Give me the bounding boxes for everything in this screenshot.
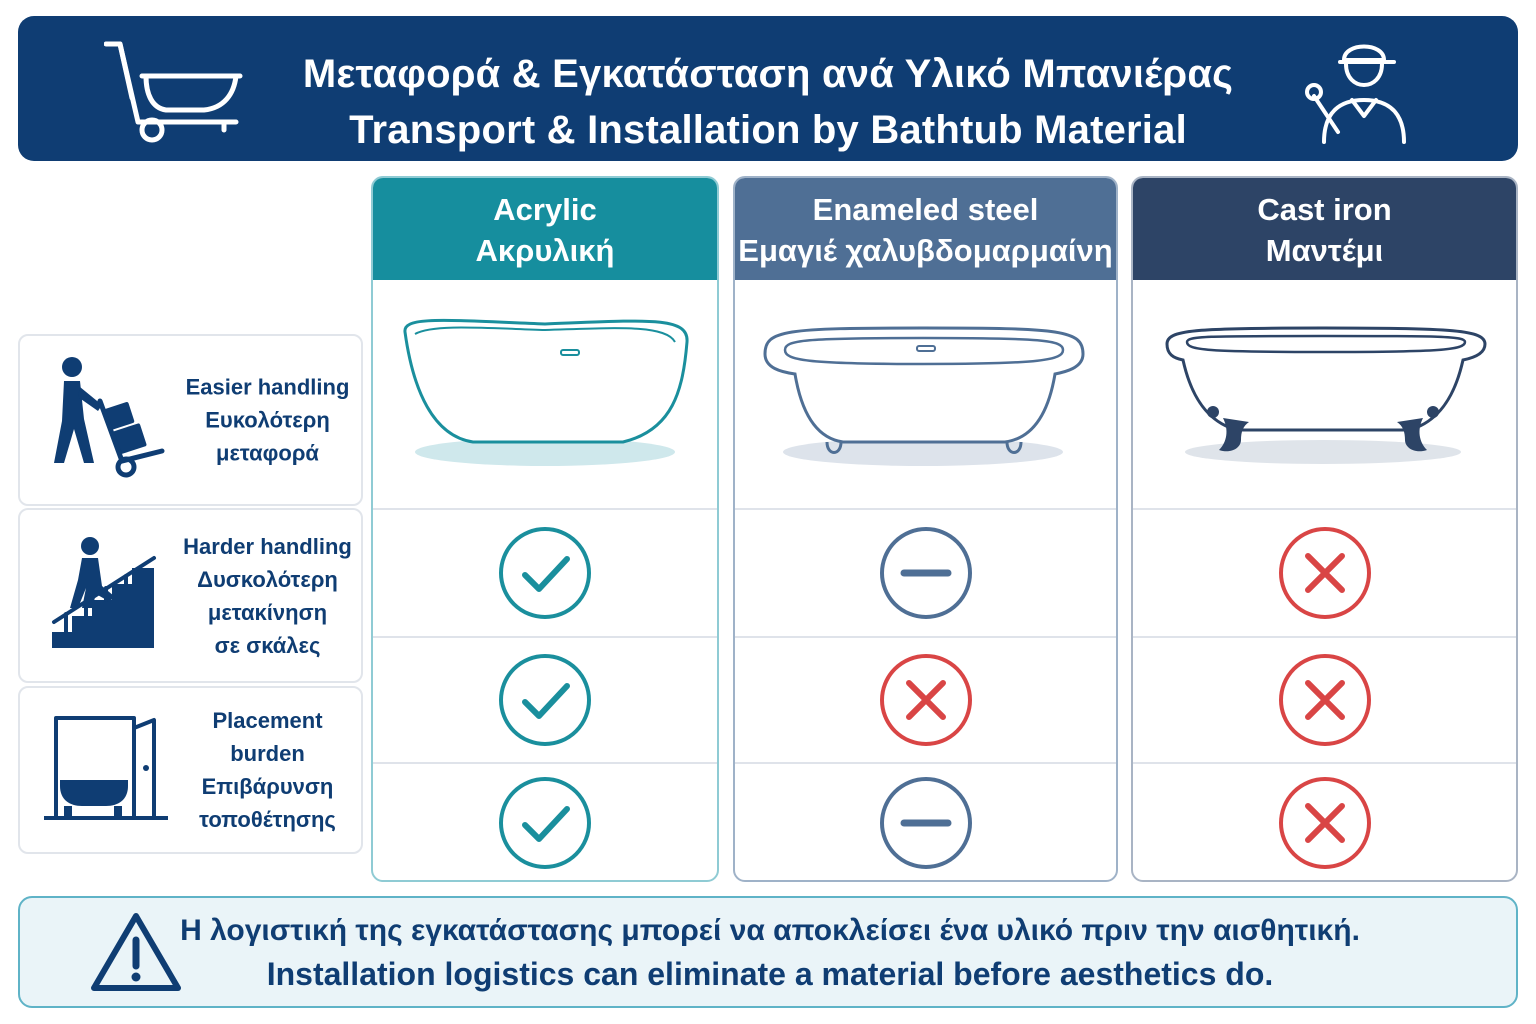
criterion-label-el: Δυσκολότερη: [197, 566, 338, 592]
rating-cell: [1133, 510, 1516, 636]
footer-text-english: Installation logistics can eliminate a material before aesthetics do.: [266, 956, 1274, 992]
footer-callout: [18, 896, 1518, 1008]
plumber-worker-icon: [1304, 34, 1424, 146]
person-pushing-hand-truck-icon: [42, 355, 172, 485]
criterion-label-en: Easier handling: [185, 374, 350, 400]
criterion-label-en: Harder handling: [183, 533, 352, 559]
check-icon: [497, 525, 593, 621]
rating-cell: [735, 764, 1116, 882]
criterion-label-el: μετακίνηση: [207, 599, 328, 625]
rating-cell: [373, 764, 717, 882]
criterion-easier-handling: [18, 334, 363, 506]
criterion-label-el: Επιβάρυνση: [201, 774, 334, 799]
column-acrylic: [371, 176, 719, 882]
column-header-enameled-steel: [735, 178, 1116, 280]
rating-cell: [735, 638, 1116, 762]
check-icon: [497, 775, 593, 871]
rating-cell: [1133, 764, 1516, 882]
cross-icon: [1277, 652, 1373, 748]
material-name-en: Acrylic: [493, 192, 597, 227]
material-name-en: Enameled steel: [812, 192, 1039, 227]
material-name-el: Εμαγιέ χαλυβδομαρμαίνη: [738, 233, 1113, 268]
freestanding-acrylic-tub-icon: [373, 280, 717, 508]
cross-icon: [1277, 525, 1373, 621]
material-name-el: Ακρυλική: [475, 233, 615, 268]
clawfoot-cast-iron-tub-icon: [1133, 280, 1516, 508]
rating-cell: [1133, 638, 1516, 762]
enameled-steel-tub-icon: [735, 280, 1116, 508]
criterion-label-el: σε σκάλες: [214, 632, 321, 658]
criterion-placement-burden: [18, 686, 363, 854]
material-name-el: Μαντέμι: [1265, 233, 1384, 268]
person-climbing-stairs-icon: [42, 536, 172, 656]
material-name-en: Cast iron: [1257, 192, 1392, 227]
column-header-cast-iron: [1133, 178, 1516, 280]
rating-cell: [373, 510, 717, 636]
rating-cell: [373, 638, 717, 762]
cross-icon: [878, 652, 974, 748]
warning-triangle-icon: [88, 910, 184, 994]
criterion-harder-handling: [18, 508, 363, 683]
title-english: Transport & Installation by Bathtub Material: [349, 108, 1187, 152]
criterion-label-el: μεταφορά: [216, 440, 319, 466]
cross-icon: [1277, 775, 1373, 871]
column-enameled-steel: [733, 176, 1118, 882]
criterion-label-el: τοποθέτησης: [199, 807, 336, 832]
header-banner: [18, 16, 1518, 161]
check-icon: [497, 652, 593, 748]
minus-icon: [878, 775, 974, 871]
criterion-label-el: Ευκολότερη: [205, 407, 330, 433]
minus-icon: [878, 525, 974, 621]
footer-text-greek: Η λογιστική της εγκατάστασης μπορεί να αποκλείσει ένα υλικό πριν την αισθητική.: [180, 914, 1360, 947]
title-greek: Μεταφορά & Εγκατάσταση ανά Υλικό Μπανιέρας: [302, 52, 1234, 96]
criterion-label-en: Placement burden: [212, 708, 323, 766]
tub-in-doorway-icon: [42, 710, 172, 830]
rating-cell: [735, 510, 1116, 636]
column-cast-iron: [1131, 176, 1518, 882]
column-header-acrylic: [373, 178, 717, 280]
